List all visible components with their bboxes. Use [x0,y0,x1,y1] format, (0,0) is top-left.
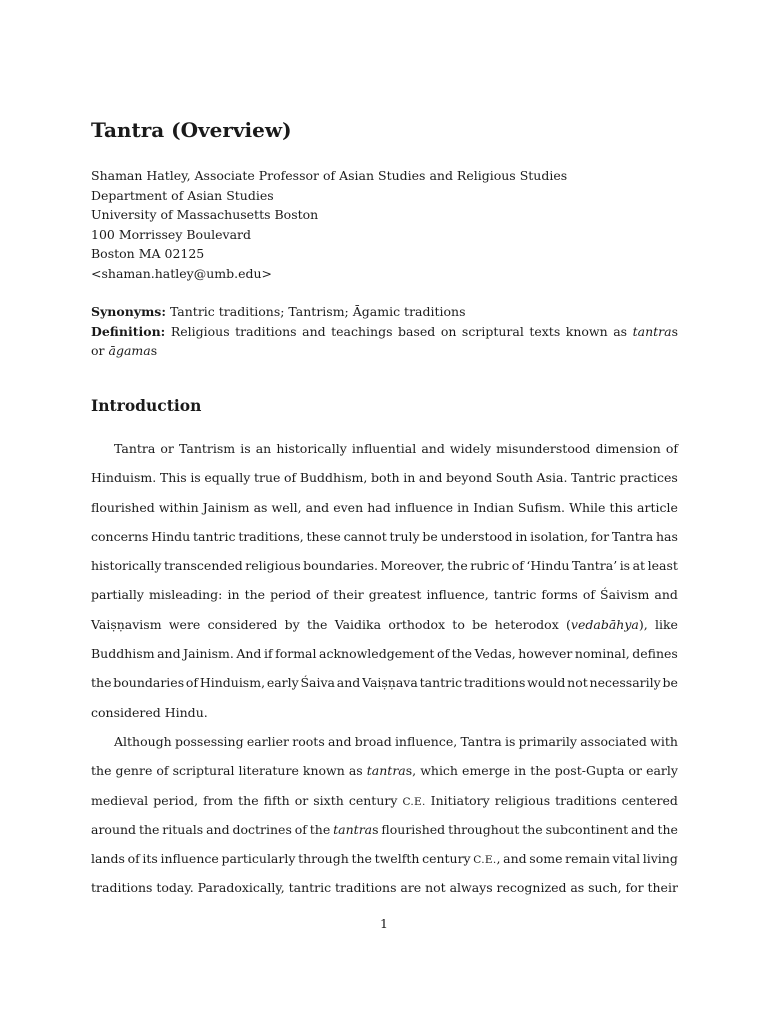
word: true [253,470,281,486]
word: scriptural [172,763,235,779]
word: C.E. [402,795,426,808]
word: the [657,821,678,837]
word: literature [238,763,299,779]
word: sixth [313,792,344,808]
word: of [294,821,307,837]
article-title: Tantra (Overview) [91,118,292,142]
author-street: 100 Morrissey Boulevard [91,226,252,242]
paragraph1-line [91,668,678,697]
word: however [518,646,573,662]
word: in [457,499,470,515]
word: traditions, [238,528,304,544]
word: influence [160,851,219,867]
definition-text-c: s [150,343,158,358]
word: lands [91,851,125,867]
word: vital [612,851,641,867]
word: genre [115,763,153,779]
paragraph2-line [91,815,678,844]
word: for [625,880,644,896]
paragraph2-line [91,786,678,815]
synonyms-line [91,302,678,322]
paragraph1-line [91,463,678,492]
word: possessing [174,733,244,749]
word: not [567,675,588,691]
word: as [570,880,585,896]
word: tantric [288,880,332,896]
word: rubric [470,558,510,574]
word: are [400,880,422,896]
word: at [632,558,646,574]
word: South [495,470,533,486]
word: Hinduism, [199,675,266,691]
word: some [529,851,563,867]
word: religious [494,792,551,808]
word: remain [565,851,610,867]
paragraph1-line [91,522,678,551]
word: or [628,763,643,779]
word: Asia. [536,470,568,486]
word: period [270,587,311,603]
word: and [503,851,527,867]
word: article [637,499,678,515]
word: well, [271,499,302,515]
word: traditions [91,880,153,896]
word: While [569,499,606,515]
word: if [263,646,273,662]
word: not [425,880,446,896]
word: widely [449,441,492,456]
word: and [654,587,678,603]
paragraph2-line [91,756,678,785]
word: particularly [221,851,296,867]
word: were [168,616,201,632]
word: boundaries [113,675,185,691]
paragraph1-line [91,493,678,522]
word: subcontinent [545,821,629,837]
definition-term-tantra: tantra [632,323,672,339]
word: considered [207,616,278,632]
word: to [452,616,465,632]
word: of [582,587,595,603]
word: as [253,499,268,515]
word: flourished [91,499,155,515]
word: tantras [333,821,379,837]
word: recognized [496,880,567,896]
word: through [298,851,349,867]
word: partially [91,587,144,603]
synonyms-label: Synonyms: [91,304,166,319]
word: misleading: [149,587,223,603]
word: cannot [343,528,387,544]
word: century [422,851,471,867]
word: equally [204,470,251,486]
word: tantras, [366,763,417,779]
word: tantric [419,675,463,691]
word: Tantra’ [571,558,618,574]
synonyms-definition-block [91,302,678,361]
word: practices [619,470,678,486]
word: of [156,763,169,779]
word: would [527,675,566,691]
paragraph1-line [91,580,678,609]
word: Vaiṣṇavism [91,616,162,632]
word: Tantric [571,470,616,486]
word: within [158,499,199,515]
word: earlier [246,733,290,749]
word: Śaiva [300,675,336,691]
word: truly [389,528,420,544]
word: like [654,616,678,632]
word: be [662,675,678,691]
author-department: Department of Asian Studies [91,187,274,203]
paragraph-2 [91,727,678,903]
word: Vedas, [474,646,516,662]
word: Sufism. [517,499,566,515]
definition-text-a: Religious traditions and teachings based on scriptural texts known as [170,323,628,339]
word: its [142,851,158,867]
word: centered [621,792,678,808]
word: acknowledgement [319,646,435,662]
word: ‘Hindu [526,558,570,574]
definition-text-b: s or [91,323,678,358]
word: be [422,528,438,544]
word: defines [632,646,678,662]
paragraph1-line [91,551,678,580]
word: Tantra [460,733,502,749]
word: associated [580,733,647,749]
page-number: 1 [380,916,388,931]
body-text [91,434,678,903]
word: the [451,646,473,662]
word: both [370,470,400,486]
word: in [403,470,416,486]
author-city: Boston MA 02125 [91,246,205,261]
word: of [284,470,297,486]
word: the [522,821,543,837]
word: and [157,646,181,662]
word: Hinduism. [91,470,157,486]
word: tantric [193,528,236,544]
word: the [530,763,551,779]
paragraph1-line [91,610,678,639]
word: nominal, [574,646,630,662]
word: historically [276,441,347,456]
word: early [266,675,299,691]
word: the [91,675,112,691]
word: formal [275,646,317,662]
word: And [236,646,262,662]
word: their [333,587,364,603]
word: dimension [595,441,661,456]
word: Initiatory [430,792,490,808]
word: or [160,441,174,456]
word: beyond [446,470,493,486]
author-name-line: Shaman Hatley, Associate Professor of Asian Studies and Religious Studies [91,168,568,183]
word: the [138,821,160,837]
word: for [590,528,610,544]
word: influence, [394,733,458,749]
word: is [240,441,251,456]
word: living [642,851,678,867]
word: such, [588,880,622,896]
word: of [665,441,678,456]
synonyms-text: Tantric traditions; Tantrism; Āgamic traditions [169,304,466,319]
word: with [650,733,678,749]
word: Tantrism [179,441,236,456]
word: from [203,792,234,808]
word: which [420,763,458,779]
word: Moreover, [380,558,445,574]
word: heterodox [494,616,559,632]
word: had [367,499,391,515]
definition-line [91,322,678,361]
word: is [190,470,201,486]
word: period, [153,792,199,808]
word: orthodox [388,616,446,632]
paragraph2-line [91,873,678,902]
word: Vaidika [334,616,382,632]
word: influence, [426,587,489,603]
word: is [619,558,631,574]
word: rituals [162,821,204,837]
word: Vaiṣṇava [362,675,418,691]
word: of [185,675,199,691]
word: the [306,616,328,632]
word: of [127,851,140,867]
word: isolation, [530,528,589,544]
author-university: University of Massachusetts Boston [91,207,319,222]
word: known [302,763,345,779]
author-block [91,166,567,283]
word: of [436,646,450,662]
word: of [511,558,524,574]
word: misunderstood [496,441,591,456]
word: around [91,821,137,837]
word: least [647,558,678,574]
word: and [206,821,230,837]
word: forms [541,587,578,603]
word: primarily [518,733,577,749]
word: early [646,763,678,779]
section-heading-introduction: Introduction [91,396,202,415]
word: is [505,733,516,749]
word: be [472,616,488,632]
word: an [255,441,272,456]
word: tantric [493,587,537,603]
word: the [91,763,112,779]
word: these [306,528,341,544]
word: fifth [263,792,290,808]
word: Although [114,733,172,749]
word: throughout [448,821,520,837]
word: always [449,880,493,896]
word: (vedabāhya), [566,616,648,632]
word: and [305,499,330,515]
word: in [227,587,240,603]
word: and [327,733,352,749]
paragraph2-line [91,727,678,756]
word: the [244,587,266,603]
word: historically [91,558,162,574]
definition-label: Definition: [91,323,166,339]
word: of [316,587,329,603]
word: today. [156,880,194,896]
word: this [609,499,633,515]
word: religious [245,558,301,574]
word: traditions [555,792,617,808]
word: emerge [462,763,511,779]
word: and [336,675,361,691]
word: century [348,792,398,808]
word: as [348,763,363,779]
word: Jainism. [183,646,234,662]
word: even [333,499,364,515]
definition-term-agama: āgama [108,343,151,358]
word: influence [394,499,454,515]
word: transcended [164,558,243,574]
paragraph2-line [91,844,678,873]
word: in [515,528,528,544]
paragraph1-line [91,434,678,463]
word: by [284,616,300,632]
word: the [238,792,259,808]
word: doctrines [232,821,292,837]
word: necessarily [589,675,661,691]
word: roots [292,733,325,749]
word: understood [440,528,513,544]
word: C.E., [473,851,501,867]
word: Buddhism [91,646,155,662]
word: their [647,880,678,896]
word: Śaivism [600,587,650,603]
word: and [421,441,445,456]
word: boundaries. [303,558,378,574]
word: medieval [91,792,149,808]
word: the [309,821,331,837]
word: twelfth [374,851,420,867]
word: broad [354,733,392,749]
word: This [159,470,187,486]
author-email[interactable]: <shaman.hatley@umb.edu> [91,265,273,281]
word: greatest [368,587,422,603]
word: post-Gupta [554,763,625,779]
word: the [447,558,468,574]
paragraph-1 [91,434,678,727]
paragraph1-line: considered Hindu. [91,704,208,720]
word: or [294,792,309,808]
word: has [655,528,678,544]
word: traditions [463,675,526,691]
word: Jainism [202,499,250,515]
word: the [351,851,372,867]
paragraph1-line [91,639,678,668]
word: influential [351,441,417,456]
word: Indian [473,499,514,515]
word: traditions [335,880,397,896]
word: Buddhism, [299,470,368,486]
word: and [631,821,655,837]
word: Tantra [114,441,156,456]
word: Tantra [611,528,654,544]
word: and [418,470,443,486]
word: Paradoxically, [197,880,285,896]
word: concerns [91,528,149,544]
word: in [514,763,527,779]
word: flourished [381,821,446,837]
word: Hindu [151,528,191,544]
